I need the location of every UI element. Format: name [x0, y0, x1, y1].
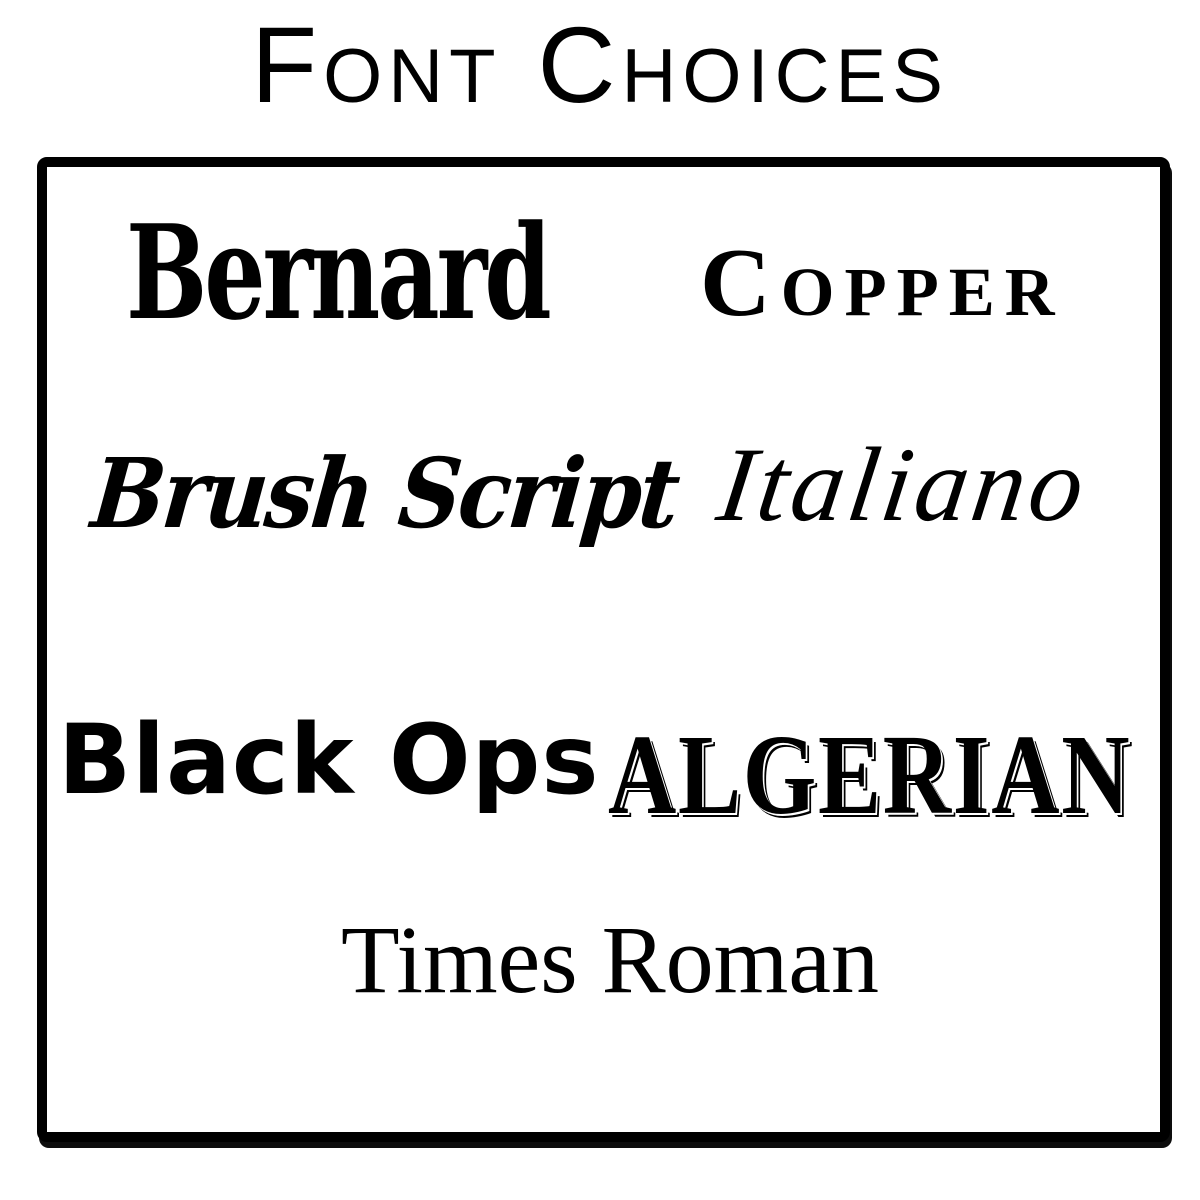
font-sample-black-ops: Black Ops — [58, 704, 600, 816]
font-sample-bernard: Bernard — [126, 196, 549, 349]
page-title: Font Choices — [251, 4, 949, 125]
font-sample-algerian: ALGERIAN — [608, 711, 1132, 838]
font-sample-times-roman: Times Roman — [341, 906, 879, 1013]
font-sample-copper: Copper — [700, 229, 1065, 337]
font-sample-brush-script: Brush Script — [87, 437, 683, 550]
font-sample-italiano: Italiano — [711, 426, 1096, 543]
